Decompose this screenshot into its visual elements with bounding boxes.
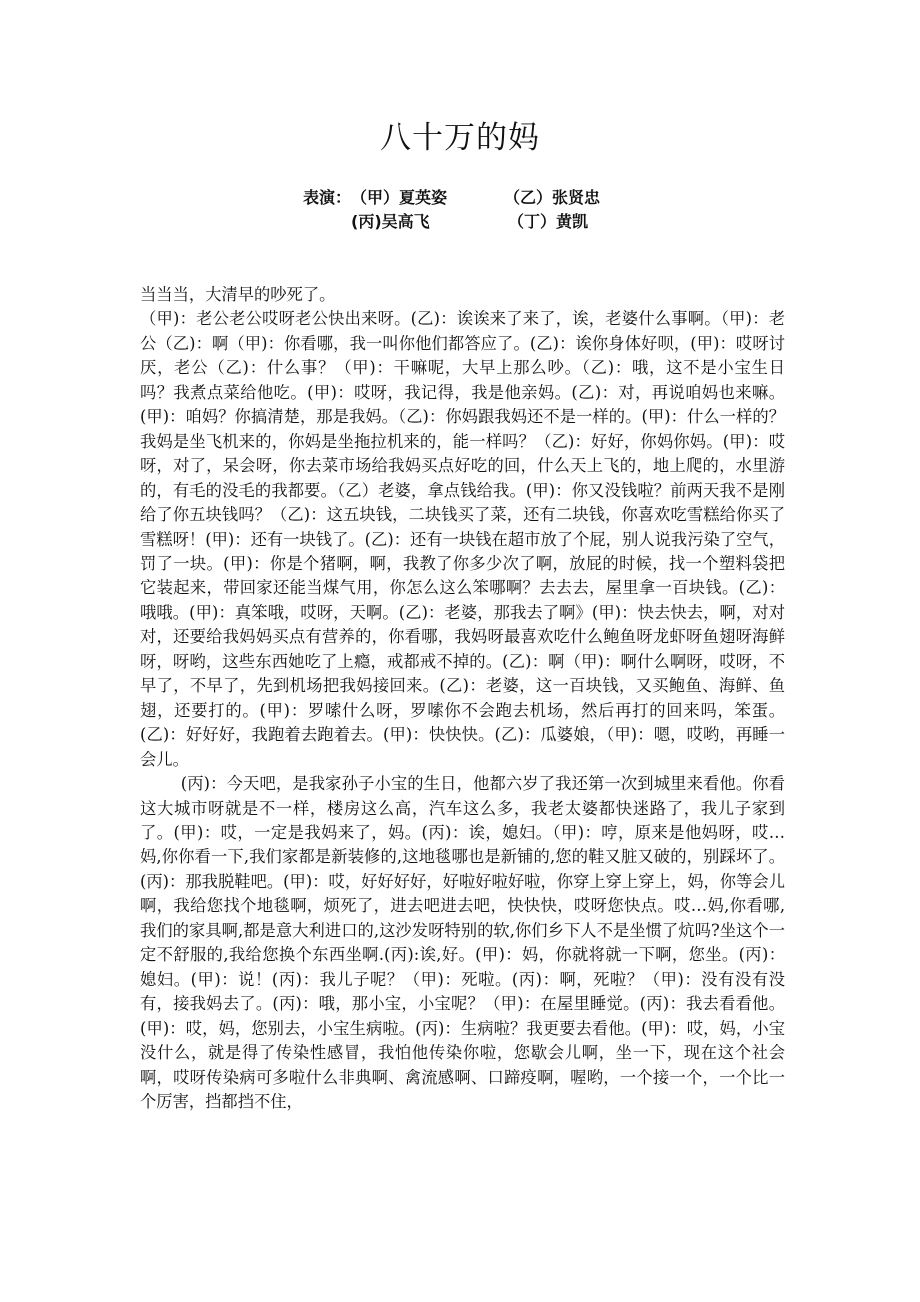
script-paragraph: （甲)：老公老公哎呀老公快出来呀。(乙)：诶诶来了来了，诶，老婆什么事啊。（甲)：老公（乙)：啊（甲)：你看哪，我一叫你他们都答应了。(乙)：诶你身体好呗，(甲)：哎呀讨厌，老公（乙)：什么事？（甲)：干嘛呢，大早上那么吵。（乙)：哦，这不是小宝生日吗？我煮点菜给他吃。(甲)：哎呀，我记得，我是他亲妈。(乙)：对，再说咱妈也来嘛。(甲)：咱妈？你搞清楚，那是我妈。（乙)：你妈跟我妈还不是一样的。(甲)：什么一样的？我妈是坐飞机来的，你妈是坐拖拉机来的，能一样吗？（乙)：好好，你妈你妈。(甲)：哎呀，对了，呆会呀，你去菜市场给我妈买点好吃的回，什么天上飞的，地上爬的，水里游的，有毛的没毛的我都要。（乙）老婆，拿点钱给我。(甲)：你又没钱啦？前两天我不是刚给了你五块钱吗？（乙)：这五块钱，二块钱买了菜，还有二块钱，你喜欢吃雪糕给你买了雪糕呀！(甲)：还有一块钱了。(乙)：还有一块钱在超市放了个屁，别人说我污染了空气，罚了一块。(甲)：你是个猪啊，啊，我教了你多少次了啊，放屁的时候，找一个塑料袋把它装起来，带回家还能当煤气用，你怎么这么笨哪啊？去去去，屋里拿一百块钱。(乙)：哦哦。(甲)：真笨哦，哎呀，天啊。(乙)：老婆，那我去了啊》(甲)：快去快去，啊，对对对，还要给我妈妈买点有营养的，你看哪，我妈呀最喜欢吃什么鲍鱼呀龙虾呀鱼翅呀海鲜呀，呀哟，这些东西她吃了上瘾，戒都戒不掉的。(乙)：啊（甲)：啊什么啊呀，哎呀，不早了，不早了，先到机场把我妈接回来。(乙)：老婆，这一百块钱，又买鲍鱼、海鲜、鱼翅，还要打的。(甲)：罗嗦什么呀，罗嗦你不会跑去机场，然后再打的回来吗，笨蛋。(乙)：好好好，我跑着去跑着去。(甲)：快快快。(乙)：瓜婆娘，（甲)：嗯，哎哟，再睡一会儿。 <box>140 309 785 769</box>
cast-jia: （甲）夏英姿 <box>351 188 448 207</box>
cast-label: 表演： <box>303 188 352 207</box>
script-paragraph: 当当当，大清早的吵死了。 <box>140 285 336 304</box>
script-paragraph: (丙)：今天吧，是我家孙子小宝的生日，他都六岁了我还第一次到城里来看他。你看这大城市呀就是不一样，楼房这么高，汽车这么多，我老太婆都快迷路了，我儿子家到了。(甲)：哎，一定是我妈来了，妈。(丙)：诶，媳妇。（甲)：哼，原来是他妈呀，哎…妈,你你看一下,我们家都是新装修的,这地毯哪也是新铺的,您的鞋又脏又破的，别踩坏了。(丙)：那我脱鞋吧。(甲)：哎，好好好好，好啦好啦好啦，你穿上穿上穿上，妈，你等会儿啊，我给您找个地毯啊，烦死了，进去吧进去吧，快快快，哎呀您快点。哎…妈,你看哪,我们的家具啊,都是意大利进口的,这沙发呀特别的软,你们乡下人不是坐惯了炕吗?坐这个一定不舒服的,我给您换个东西坐啊.(丙):诶,好。(甲)：妈，你就将就一下啊，您坐。(丙)：媳妇。(甲)：说！(丙)：我儿子呢？（甲)：死啦。(丙)：啊，死啦？（甲)：没有没有没有，接我妈去了。(丙)：哦，那小宝，小宝呢？（甲)：在屋里睡觉。(丙)：我去看看他。(甲)：哎，妈，您别去，小宝生病啦。(丙)：生病啦？我更要去看他。(甲)：哎，妈，小宝没什么，就是得了传染性感冒，我怕他传染你啦，您歇会儿啊，坐一下，现在这个社会啊，哎呀传染病可多啦什么非典啊、禽流感啊、口蹄疫啊，喔哟，一个接一个，一个比一个厉害，挡都挡不住， <box>140 774 785 1111</box>
cast-row-1 <box>0 186 920 210</box>
document-title: 八十万的妈 <box>380 120 540 156</box>
cast-bing: (丙)吴高飞 <box>351 212 430 231</box>
script-body <box>140 283 785 1114</box>
cast-list <box>0 186 920 234</box>
cast-row-2 <box>0 210 920 234</box>
cast-ding: （丁）黄凯 <box>508 212 589 231</box>
cast-yi: （乙）张贤忠 <box>504 188 601 207</box>
